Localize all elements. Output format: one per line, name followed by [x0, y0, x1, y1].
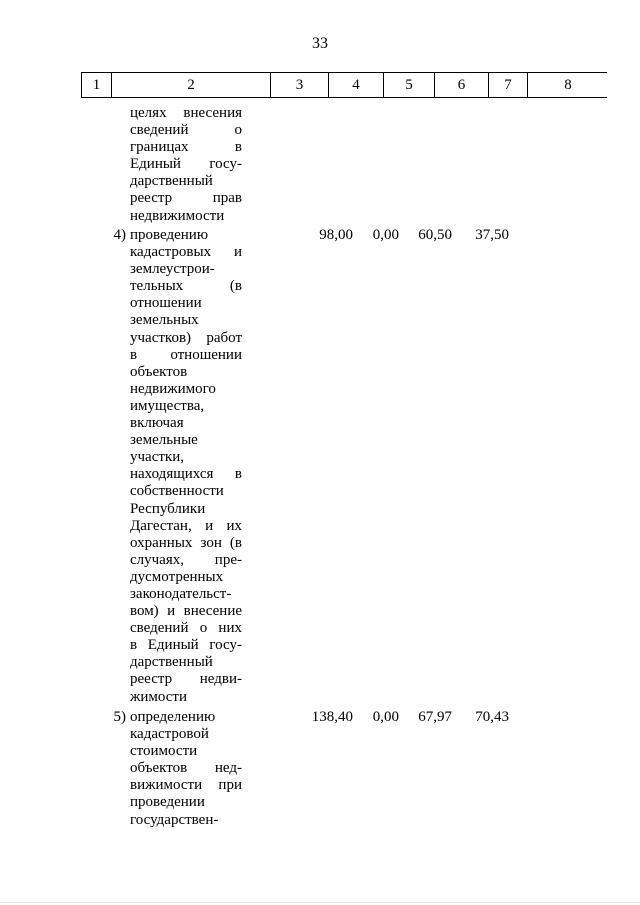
- header-col-4: 4: [352, 77, 360, 93]
- table-header-row: [81, 72, 607, 98]
- text-line: землеустрои-: [130, 261, 215, 278]
- row-col7-value: 37,50: [475, 227, 509, 243]
- text-line: реестр недви-: [130, 671, 242, 688]
- continuation-text: [130, 105, 242, 225]
- text-line: дарственный: [130, 173, 213, 190]
- text-line: вом) и внесение: [130, 603, 242, 620]
- text-line: земельных: [130, 312, 199, 329]
- header-col-3: 3: [295, 77, 304, 93]
- text-line: в отношении: [130, 346, 242, 363]
- row-description: [130, 709, 242, 829]
- row-number: 5): [113, 709, 126, 725]
- page-number: 33: [312, 35, 328, 52]
- text-line: охранных зон (в: [130, 534, 242, 551]
- page-edge: [0, 902, 640, 903]
- row-number: 4): [113, 227, 126, 243]
- text-line: объектов: [130, 363, 188, 380]
- text-line: сведений о: [130, 122, 242, 139]
- row-col5-value: 0,00: [372, 709, 399, 725]
- header-col-6: 6: [457, 77, 466, 93]
- text-line: собственности: [130, 483, 224, 500]
- text-line: вижимости при: [130, 777, 242, 794]
- text-line: государствен-: [130, 811, 219, 828]
- header-col-8: 8: [564, 77, 572, 93]
- row-col6-value: 67,97: [418, 709, 452, 725]
- row-col5-value: 0,00: [372, 227, 399, 243]
- text-line: находящихся в: [130, 466, 242, 483]
- text-line: недвижимости: [130, 207, 225, 224]
- text-line: дарственный: [130, 654, 213, 671]
- row-col4-value: 138,40: [311, 709, 353, 725]
- header-col-7: 7: [504, 77, 512, 93]
- text-line: реестр прав: [130, 190, 242, 207]
- text-line: Единый госу-: [130, 156, 242, 173]
- row-description: [130, 227, 242, 706]
- text-line: имущества,: [130, 397, 205, 414]
- text-line: объектов нед-: [130, 760, 242, 777]
- header-col-2: 2: [187, 77, 195, 93]
- header-col-1: 1: [92, 77, 101, 93]
- text-line: земельные: [130, 432, 198, 449]
- text-line: отношении: [130, 295, 202, 312]
- text-line: тельных (в: [130, 278, 242, 295]
- text-line: проведении: [130, 794, 205, 811]
- text-line: дусмотренных: [130, 568, 224, 585]
- text-line: Дагестан, и их: [130, 517, 242, 534]
- text-line: законодательст-: [130, 585, 232, 602]
- text-line: включая: [130, 415, 184, 432]
- text-line: определению: [130, 709, 216, 725]
- text-line: целях внесения: [130, 105, 242, 121]
- row-col7-value: 70,43: [475, 709, 509, 725]
- text-line: кадастровых и: [130, 244, 242, 261]
- text-line: границах в: [130, 139, 242, 156]
- text-line: участки,: [130, 449, 184, 466]
- text-line: сведений о них: [130, 620, 242, 637]
- row-col4-value: 98,00: [319, 227, 353, 243]
- text-line: проведению: [130, 227, 209, 243]
- text-line: стоимости: [130, 743, 198, 760]
- header-col-5: 5: [405, 77, 413, 93]
- text-line: случаях, пре-: [130, 551, 242, 568]
- text-line: недвижимого: [130, 380, 216, 397]
- text-line: в Единый госу-: [130, 637, 242, 654]
- text-line: участков) работ: [130, 329, 242, 346]
- text-line: Республики: [130, 500, 206, 517]
- text-line: кадастровой: [130, 726, 209, 743]
- text-line: жимости: [130, 688, 187, 705]
- row-col6-value: 60,50: [418, 227, 452, 243]
